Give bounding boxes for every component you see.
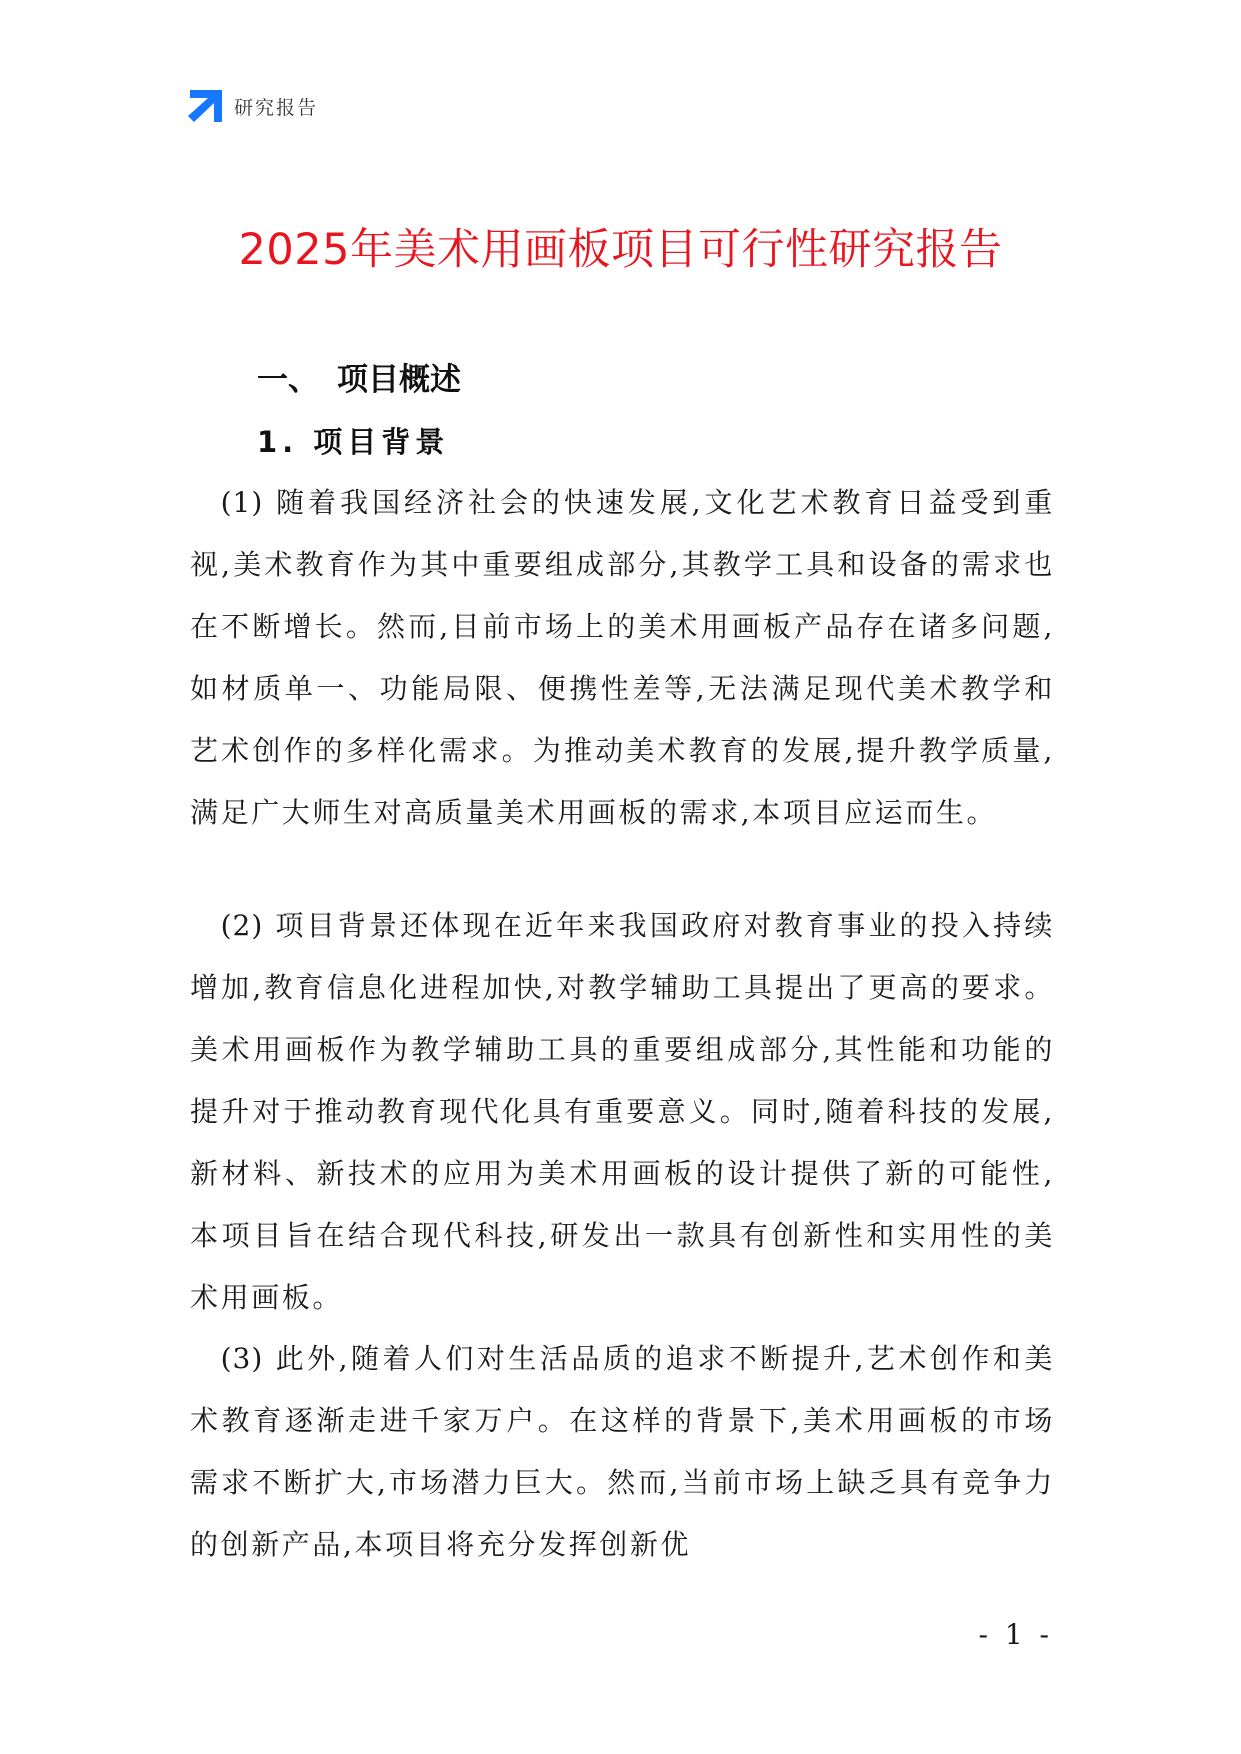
header-label: 研究报告 xyxy=(234,96,319,119)
section-heading xyxy=(257,358,461,402)
section-number: 一、 xyxy=(257,362,319,398)
paragraph-marker: (3) xyxy=(220,1342,264,1375)
paragraph-2 xyxy=(190,895,1055,1329)
paragraph-marker: (2) xyxy=(220,909,264,942)
section-title: 项目概述 xyxy=(337,362,461,398)
arrow-up-right-icon xyxy=(188,90,222,122)
page-number: - 1 - xyxy=(978,1618,1053,1651)
document-title: 2025年美术用画板项目可行性研究报告 xyxy=(238,225,1003,275)
paragraph-3 xyxy=(190,1328,1055,1576)
paragraph-text: 随着我国经济社会的快速发展,文化艺术教育日益受到重视,美术教育作为其中重要组成部分,其教学工具和设备的需求也在不断增长。然而,目前市场上的美术用画板产品存在诸多问题,如材质单一、功能局限、便携性差等,无法满足现代美术教学和艺术创作的多样化需求。为推动美术教育的发展,提升教学质量,满足广大师生对高质量美术用画板的需求,本项目应运而生。 xyxy=(190,486,1055,829)
paragraph-text: 项目背景还体现在近年来我国政府对教育事业的投入持续增加,教育信息化进程加快,对教学辅助工具提出了更高的要求。美术用画板作为教学辅助工具的重要组成部分,其性能和功能的提升对于推动教育现代化具有重要意义。同时,随着科技的发展,新材料、新技术的应用为美术用画板的设计提供了新的可能性,本项目旨在结合现代科技,研发出一款具有创新性和实用性的美术用画板。 xyxy=(190,909,1055,1314)
subsection-heading: 1. 项目背景 xyxy=(257,425,450,459)
paragraph-marker: (1) xyxy=(220,486,264,519)
paragraph-text: 此外,随着人们对生活品质的追求不断提升,艺术创作和美术教育逐渐走进千家万户。在这样的背景下,美术用画板的市场需求不断扩大,市场潜力巨大。然而,当前市场上缺乏具有竞争力的创新产品,本项目将充分发挥创新优 xyxy=(190,1342,1055,1561)
document-header xyxy=(188,88,318,124)
paragraph-1 xyxy=(190,472,1055,844)
